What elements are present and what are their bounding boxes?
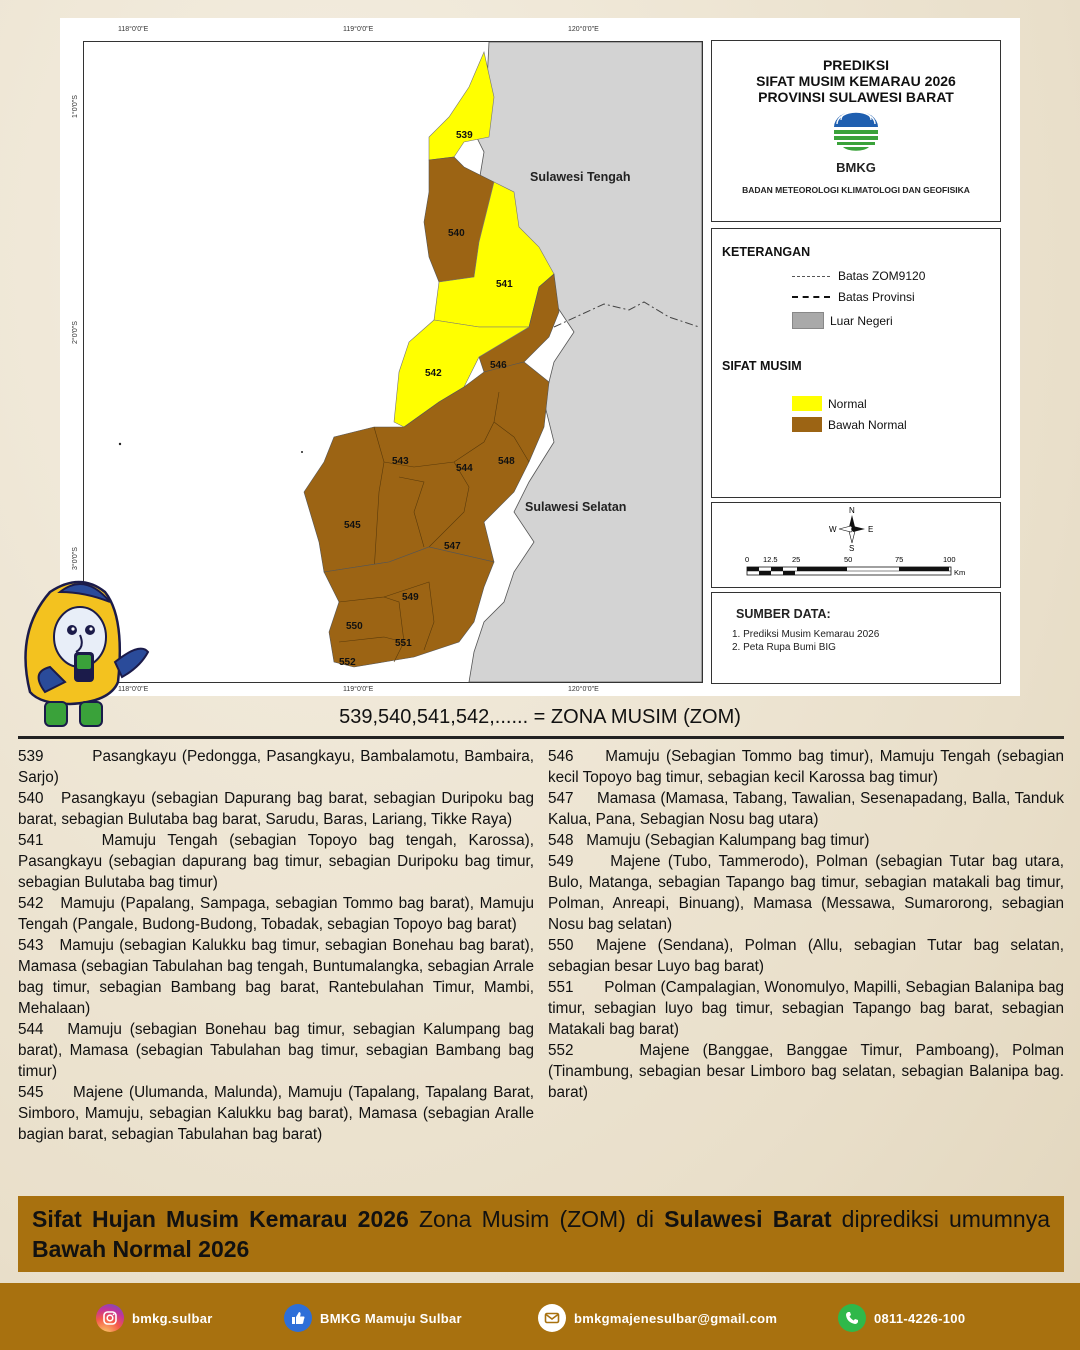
source-heading: SUMBER DATA: bbox=[736, 607, 831, 621]
legend-luar-negeri bbox=[792, 312, 893, 329]
contact-facebook[interactable] bbox=[284, 1304, 462, 1332]
label-540: 540 bbox=[448, 228, 465, 239]
zone-entry-552: 552 Majene (Banggae, Banggae Timur, Pamboang), Polman (Tinambung, sebagian besar Limboro bag selatan, sebagian Balanipa bag. barat) bbox=[548, 1042, 1064, 1101]
zone-entry-539: 539 Pasangkayu (Pedongga, Pasangkayu, Bambalamotu, Bambaira, Sarjo) bbox=[18, 748, 534, 786]
phone-icon bbox=[838, 1304, 866, 1332]
zone-entry-545: 545 Majene (Ulumanda, Malunda), Mamuju (Tapalang, Tapalang Barat, Simboro, Mamuju, sebagian Kalukku bag barat), Mamasa (sebagian Aralle bagian barat, sebagian Tabulahan bag barat) bbox=[18, 1084, 534, 1143]
label-549: 549 bbox=[402, 592, 419, 603]
label-545: 545 bbox=[344, 520, 361, 531]
source-item-1: 1. Prediksi Musim Kemarau 2026 bbox=[732, 629, 880, 640]
coord-left-1s: 1°0'0"S bbox=[72, 95, 79, 118]
label-547: 547 bbox=[444, 541, 461, 552]
legend-normal-label: Normal bbox=[828, 396, 867, 411]
grey-swatch bbox=[792, 312, 824, 329]
summary-bold-3: Bawah Normal 2026 bbox=[32, 1236, 250, 1262]
zone-entry-548: 548 Mamuju (Sebagian Kalumpang bag timur) bbox=[548, 832, 870, 849]
thumbs-up-icon bbox=[284, 1304, 312, 1332]
dash-line-icon bbox=[792, 276, 830, 277]
zone-entry-550: 550 Majene (Sendana), Polman (Allu, sebagian Tutar bag selatan, sebagian besar Luyo bag barat) bbox=[548, 937, 1064, 975]
compass-n: N bbox=[849, 506, 855, 515]
legend-normal bbox=[792, 396, 867, 411]
legend-bawah-normal-label: Bawah Normal bbox=[828, 417, 907, 432]
legend-luar-negeri-label: Luar Negeri bbox=[830, 313, 893, 328]
coord-left-2s: 2°0'0"S bbox=[72, 321, 79, 344]
contact-instagram[interactable] bbox=[96, 1304, 213, 1332]
mail-icon bbox=[538, 1304, 566, 1332]
label-544: 544 bbox=[456, 463, 473, 474]
summary-text bbox=[32, 1204, 1050, 1264]
zone-entry-544: 544 Mamuju (sebagian Bonehau bag timur, sebagian Kalumpang bag barat), Mamasa (sebagian Tabulahan bag timur, sebagian Bambang bag timur) bbox=[18, 1021, 534, 1080]
zone-entry-541: 541 Mamuju Tengah (sebagian Topoyo bag tengah, Karossa), Pasangkayu (sebagian dapurang bag timur, sebagian Duripoku bag timur, sebagian Bulutaba bag timur) bbox=[18, 832, 534, 891]
scale-tick-100: 100 bbox=[943, 555, 956, 564]
zone-entry-549: 549 Majene (Tubo, Tammerodo), Polman (sebagian Tutar bag utara, Bulo, Matanga, sebagian Tapango bag timur, sebagian matakali bag timur, Polman, Anreapi, Binuang), Mamasa (Messawa, Sumarorong, sebagian Nosu bag selatan) bbox=[548, 853, 1064, 933]
coord-bottom-119: 119°0'0"E bbox=[343, 686, 374, 693]
scale-compass-box bbox=[711, 502, 1001, 588]
zone-entry-551: 551 Polman (Campalagian, Wonomulyo, Mapilli, Sebagian Balanipa bag timur, sebagian luyo bag timur, sebagian Tapango bag barat, sebagian Matakali bag barat) bbox=[548, 979, 1064, 1038]
label-550: 550 bbox=[346, 621, 363, 632]
summary-normal-1: Zona Musim (ZOM) di bbox=[408, 1206, 665, 1232]
zone-entry-543: 543 Mamuju (sebagian Kalukku bag timur, sebagian Bonehau bag barat), Mamasa (sebagian Tabulahan bag tengah, Buntumalangka, sebagian Arrale bag timur, sebagian Bambang bag barat, Rantebulahan Timur, Mambi, Mehalaan) bbox=[18, 937, 534, 1017]
yellow-swatch bbox=[792, 396, 822, 411]
title-line-2: SIFAT MUSIM KEMARAU 2026 bbox=[756, 73, 956, 89]
coord-left-3s: 3°0'0"S bbox=[72, 547, 79, 570]
label-548: 548 bbox=[498, 456, 515, 467]
summary-bold-2: Sulawesi Barat bbox=[664, 1206, 832, 1232]
label-542: 542 bbox=[425, 368, 442, 379]
label-539: 539 bbox=[456, 130, 473, 141]
coord-top-118: 118°0'0"E bbox=[118, 26, 149, 33]
phone-number: 0811-4226-100 bbox=[874, 1310, 966, 1326]
legend-batas-provinsi bbox=[792, 290, 915, 304]
scale-tick-50: 50 bbox=[844, 555, 853, 564]
source-box bbox=[711, 592, 1001, 684]
label-551: 551 bbox=[395, 638, 412, 649]
dash-dot-line-icon bbox=[792, 296, 830, 298]
legend-batas-zom bbox=[792, 269, 925, 283]
region-sulawesi-selatan: Sulawesi Selatan bbox=[525, 500, 627, 514]
zone-entry-546: 546 Mamuju (Sebagian Tommo bag timur), Mamuju Tengah (sebagian kecil Topoyo bag timur, sebagian kecil Karossa bag timur) bbox=[548, 748, 1064, 786]
scale-tick-75: 75 bbox=[895, 555, 904, 564]
bmkg-logo-text: BMKG bbox=[836, 160, 876, 175]
title-line-3: PROVINSI SULAWESI BARAT bbox=[758, 89, 954, 105]
coord-bottom-118: 118°0'0"E bbox=[118, 686, 149, 693]
compass-w: W bbox=[829, 525, 837, 534]
bmkg-logo-icon bbox=[831, 111, 881, 153]
zone-entry-540: 540 Pasangkayu (sebagian Dapurang bag barat, sebagian Duripoku bag barat, sebagian Bulutaba bag barat, Sarudu, Baras, Lariang, Tikke Raya) bbox=[18, 790, 534, 828]
island-dot bbox=[301, 451, 303, 453]
label-543: 543 bbox=[392, 456, 409, 467]
legend-box bbox=[711, 228, 1001, 498]
label-552: 552 bbox=[339, 657, 356, 668]
summary-bold-1: Sifat Hujan Musim Kemarau 2026 bbox=[32, 1206, 409, 1232]
coord-top-120: 120°0'0"E bbox=[568, 26, 599, 33]
instagram-handle: bmkg.sulbar bbox=[132, 1310, 213, 1326]
legend-sifat-heading: SIFAT MUSIM bbox=[722, 359, 802, 373]
divider bbox=[18, 736, 1064, 739]
region-sulawesi-tengah: Sulawesi Tengah bbox=[530, 170, 631, 184]
facebook-page: BMKG Mamuju Sulbar bbox=[320, 1310, 462, 1326]
scale-tick-25: 25 bbox=[792, 555, 801, 564]
map-frame bbox=[83, 41, 703, 683]
compass-icon bbox=[839, 515, 865, 543]
summary-normal-2: diprediksi umumnya bbox=[831, 1206, 1050, 1232]
legend-batas-zom-label: Batas ZOM9120 bbox=[838, 269, 926, 283]
agency-name: BADAN METEOROLOGI KLIMATOLOGI DAN GEOFISIKA bbox=[742, 185, 970, 195]
instagram-icon bbox=[96, 1304, 124, 1332]
legend-batas-provinsi-label: Batas Provinsi bbox=[838, 290, 915, 304]
summary-banner bbox=[18, 1196, 1064, 1272]
map-panel bbox=[60, 18, 1020, 696]
compass-s: S bbox=[849, 544, 855, 553]
title-line-1: PREDIKSI bbox=[822, 57, 890, 73]
scale-tick-12-5: 12.5 bbox=[763, 555, 778, 564]
label-541: 541 bbox=[496, 279, 513, 290]
scale-tick-0: 0 bbox=[745, 555, 750, 564]
email-address: bmkgmajenesulbar@gmail.com bbox=[574, 1310, 778, 1326]
scale-bar bbox=[747, 567, 951, 575]
scale-unit: Km bbox=[954, 568, 966, 577]
legend-bawah-normal bbox=[792, 417, 907, 432]
zone-map bbox=[84, 42, 702, 682]
compass-scalebar bbox=[712, 503, 1000, 587]
coord-top-119: 119°0'0"E bbox=[343, 26, 374, 33]
zone-list-left bbox=[18, 746, 534, 1145]
legend-heading: KETERANGAN bbox=[722, 245, 811, 259]
brown-swatch bbox=[792, 417, 822, 432]
zone-list-right bbox=[548, 746, 1064, 1103]
zom-caption: 539,540,541,542,...... = ZONA MUSIM (ZOM) bbox=[339, 706, 741, 728]
zone-entry-542: 542 Mamuju (Papalang, Sampaga, sebagian Tommo bag barat), Mamuju Tengah (Pangale, Budong-Budong, Tobadak, sebagian Topoyo bag barat) bbox=[18, 895, 534, 933]
coord-bottom-120: 120°0'0"E bbox=[568, 686, 599, 693]
island-dot bbox=[119, 443, 121, 445]
contact-email[interactable] bbox=[538, 1304, 777, 1332]
zone-entry-547: 547 Mamasa (Mamasa, Tabang, Tawalian, Sesenapadang, Balla, Tanduk Kalua, Pana, Sebagian Nosu bag utara) bbox=[548, 790, 1064, 828]
map-title-box bbox=[711, 40, 1001, 222]
contact-phone[interactable] bbox=[838, 1304, 965, 1332]
footer-bar bbox=[0, 1283, 1080, 1350]
label-546: 546 bbox=[490, 360, 507, 371]
compass-e: E bbox=[868, 525, 874, 534]
source-item-2: 2. Peta Rupa Bumi BIG bbox=[732, 642, 836, 653]
